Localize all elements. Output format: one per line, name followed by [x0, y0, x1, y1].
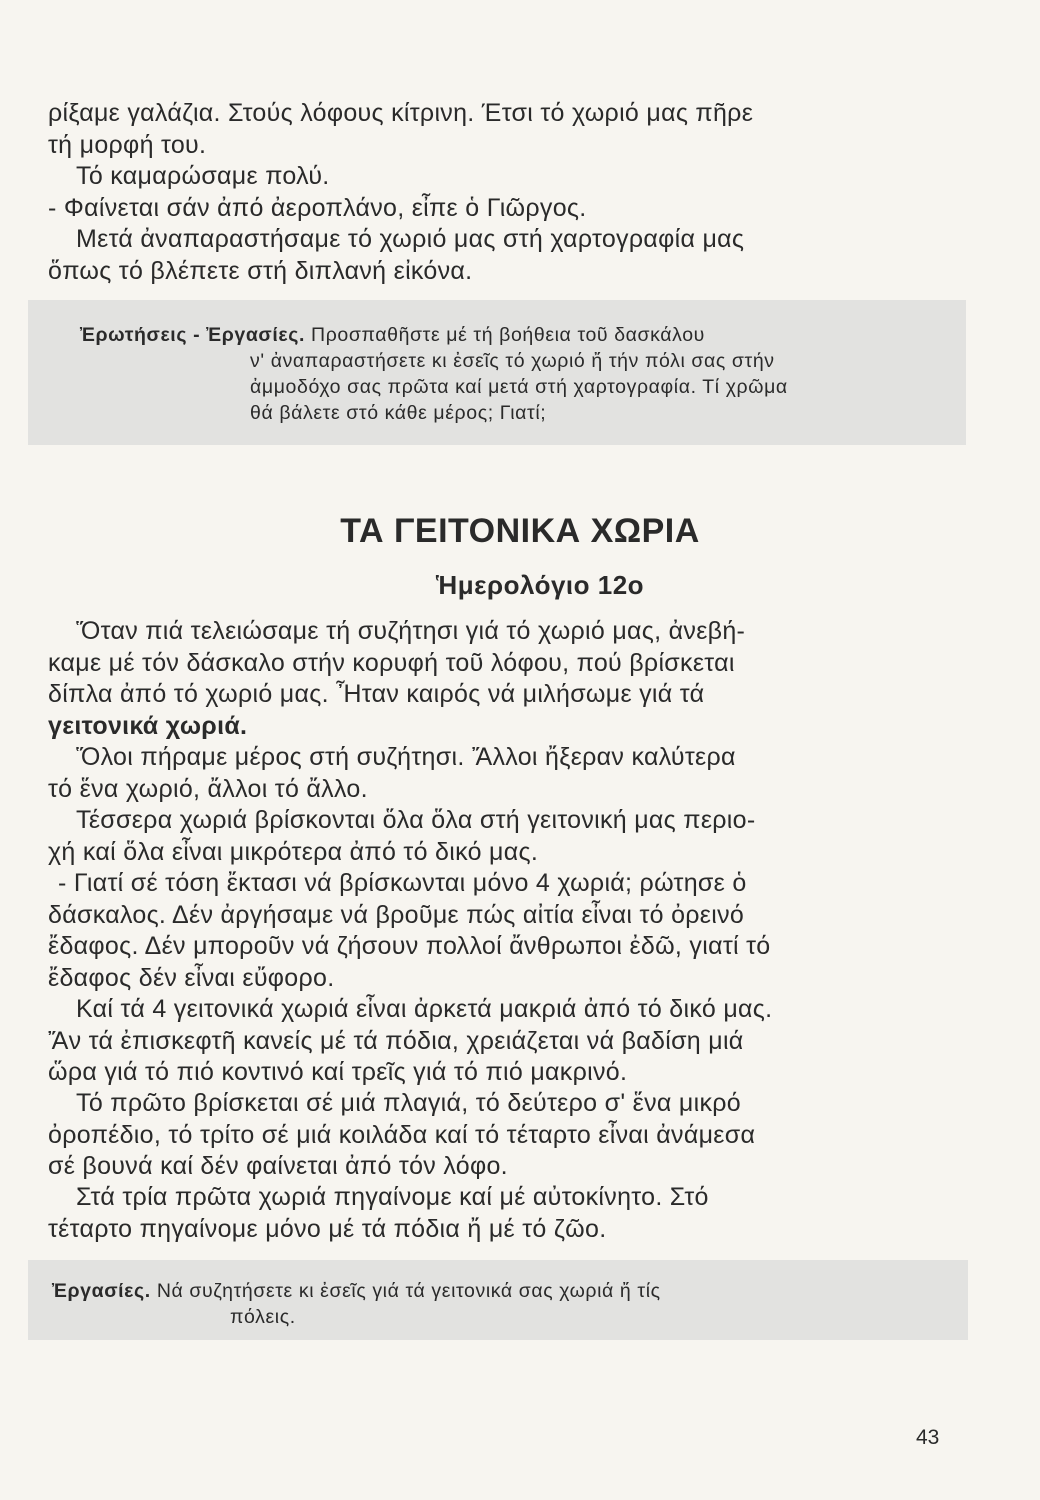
intro-paragraph: [48, 98, 948, 287]
text-line: Μετά ἀναπαραστήσαμε τό χωριό μας στή χαρτογραφία μας: [76, 225, 745, 253]
text-line: ἔδαφος δέν εἶναι εὔφορο.: [48, 963, 335, 992]
body-paragraph-7: [48, 1182, 948, 1245]
body-paragraph-4: [48, 868, 948, 994]
body-paragraph-3: [48, 805, 948, 868]
text-line: Καί τά 4 γειτονικά χωριά εἶναι ἀρκετά μακριά ἀπό τό δικό μας.: [76, 995, 773, 1023]
text-line: καμε μέ τόν δάσκαλο στήν κορυφή τοῦ λόφου, πού βρίσκεται: [48, 648, 735, 677]
section-subtitle: Ἡμερολόγιο 12ο: [435, 570, 645, 600]
text-line: πόλεις.: [230, 1306, 296, 1328]
text-line: ὥρα γιά τό πιό κοντινό καί τρεῖς γιά τό πιό μακρινό.: [48, 1058, 628, 1086]
text-line: τέταρτο πηγαίνομε μόνο μέ τά πόδια ἤ μέ τό ζῶο.: [48, 1214, 607, 1243]
text-line: Ὅταν πιά τελειώσαμε τή συζήτησι γιά τό χωριό μας, ἀνεβή-: [76, 617, 746, 645]
text-line: ὀροπέδιο, τό τρίτο σέ μιά κοιλάδα καί τό τέταρτο εἶναι ἀνάμεσα: [48, 1120, 756, 1149]
text-line: ν' ἀναπαραστήσετε κι ἐσεῖς τό χωριό ἤ τήν πόλι σας στήν: [250, 350, 775, 372]
text-line: θά βάλετε στό κάθε μέρος; Γιατί;: [250, 402, 547, 424]
text-line: - Φαίνεται σάν ἀπό ἀεροπλάνο, εἶπε ὁ Γιῶργος.: [48, 193, 587, 222]
body-paragraph-1: [48, 616, 948, 742]
text-line: Τέσσερα χωριά βρίσκονται ὅλα ὅλα στή γειτονική μας περιο-: [76, 806, 756, 834]
text-line: ἀμμοδόχο σας πρῶτα καί μετά στή χαρτογραφία. Τί χρῶμα: [250, 376, 788, 398]
tasks-box: [28, 1260, 968, 1340]
text-line: δάσκαλος. Δέν ἀργήσαμε νά βροῦμε πώς αἰτία εἶναι τό ὀρεινό: [48, 900, 745, 929]
text-line: δίπλα ἀπό τό χωριό μας. Ἦταν καιρός νά μιλήσωμε γιά τά: [48, 680, 705, 708]
text-line: Τό πρῶτο βρίσκεται σέ μιά πλαγιά, τό δεύτερο σ' ἕνα μικρό: [76, 1089, 741, 1117]
questions-label: Ἐρωτήσεις - Ἐργασίες.: [80, 324, 305, 346]
text-line: Νά συζητήσετε κι ἐσεῖς γιά τά γειτονικά σας χωριά ἤ τίς: [156, 1280, 661, 1302]
text-line: τή μορφή του.: [48, 130, 207, 159]
text-line: ὅπως τό βλέπετε στή διπλανή εἰκόνα.: [48, 256, 473, 285]
text-line: σέ βουνά καί δέν φαίνεται ἀπό τόν λόφο.: [48, 1152, 508, 1180]
text-line: χή καί ὅλα εἶναι μικρότερα ἀπό τό δικό μας.: [48, 837, 539, 866]
section-title: ΤΑ ΓΕΙΤΟΝΙΚΑ ΧΩΡΙΑ: [340, 512, 700, 550]
text-line: Ἄν τά ἐπισκεφτῆ κανείς μέ τά πόδια, χρειάζεται νά βαδίση μιά: [48, 1026, 744, 1055]
text-line: ρίξαμε γαλάζια. Στούς λόφους κίτρινη. Έτσι τό χωριό μας πῆρε: [48, 99, 754, 127]
body-paragraph-5: [48, 994, 948, 1089]
body-paragraph-6: [48, 1088, 948, 1183]
text-line: Προσπαθῆστε μέ τή βοήθεια τοῦ δασκάλου: [311, 324, 705, 346]
body-paragraph-2: [48, 742, 948, 805]
emphasis-text: γειτονικά χωριά.: [48, 711, 248, 740]
text-line: Τό καμαρώσαμε πολύ.: [76, 162, 330, 190]
text-line: - Γιατί σέ τόση ἔκτασι νά βρίσκωνται μόνο 4 χωριά; ρώτησε ὁ: [58, 869, 747, 897]
text-line: Στά τρία πρῶτα χωριά πηγαίνομε καί μέ αὐτοκίνητο. Στό: [76, 1183, 709, 1211]
tasks-label: Ἐργασίες.: [52, 1280, 151, 1302]
page-number: 43: [916, 1426, 940, 1449]
questions-box: [28, 300, 966, 445]
text-line: ἔδαφος. Δέν μποροῦν νά ζήσουν πολλοί ἄνθρωποι ἐδῶ, γιατί τό: [48, 932, 771, 960]
text-line: τό ἕνα χωριό, ἄλλοι τό ἄλλο.: [48, 774, 368, 803]
text-line: Ὅλοι πήραμε μέρος στή συζήτησι. Ἄλλοι ἤξεραν καλύτερα: [76, 743, 736, 771]
